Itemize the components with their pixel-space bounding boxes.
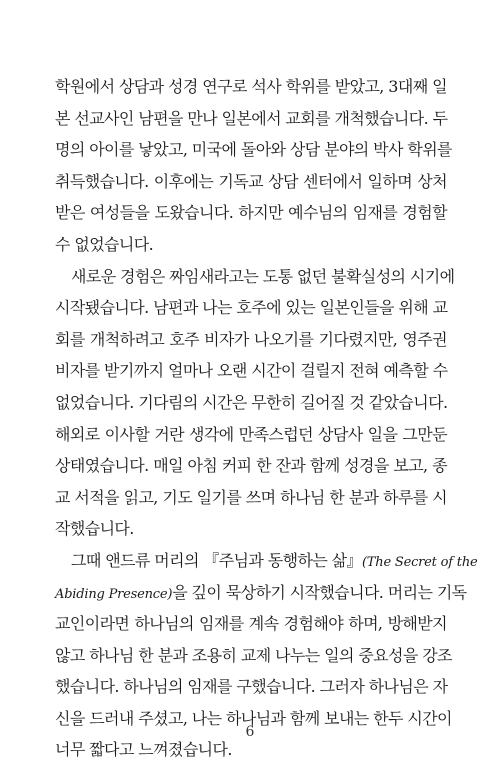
text-line: 수 없었습니다. [55, 234, 154, 254]
text-line: 않고 하나님 한 분과 조용히 교제 나누는 일의 중요성을 강조 [55, 645, 452, 665]
body-text [55, 71, 478, 766]
text-line [55, 545, 478, 577]
text-line: 명의 아이를 낳았고, 미국에 돌아와 상담 분야의 박사 학위를 [55, 140, 452, 160]
text-line: 작했습니다. [55, 519, 134, 539]
book-title-english: (The Secret of the [361, 554, 478, 570]
text-line: 취득했습니다. 이후에는 기독교 상담 센터에서 일하며 상처 [55, 171, 447, 191]
book-title-english: Abiding Presence) [55, 586, 173, 602]
text-line: 새로운 경험은 짜임새라고는 도통 없던 불확실성의 시기에 [71, 266, 455, 286]
text-line: 교인이라면 하나님의 임재를 계속 경험해야 하며, 방해받지 [55, 614, 447, 634]
text-segment: 을 깊이 묵상하기 시작했습니다. 머리는 기독 [172, 582, 467, 602]
text-line: 받은 여성들을 도왔습니다. 하지만 예수님의 임재를 경험할 [55, 203, 447, 223]
text-line: 본 선교사인 남편을 만나 일본에서 교회를 개척했습니다. 두 [55, 108, 448, 128]
text-line: 없었습니다. 기다림의 시간은 무한히 길어질 것 같았습니다. [55, 392, 448, 412]
text-line: 해외로 이사할 거란 생각에 만족스럽던 상담사 일을 그만둔 [55, 424, 447, 444]
text-line: 너무 짧다고 느껴졌습니다. [55, 740, 232, 760]
page-number: 6 [245, 724, 255, 740]
text-line [55, 577, 467, 609]
text-line: 회를 개척하려고 호주 비자가 나오기를 기다렸지만, 영주권 [55, 329, 447, 349]
text-segment: 그때 앤드류 머리의 『주님과 동행하는 삶』 [71, 550, 362, 570]
text-line: 비자를 받기까지 얼마나 오랜 시간이 걸릴지 전혀 예측할 수 [55, 361, 448, 381]
text-line: 상태였습니다. 매일 아침 커피 한 잔과 함께 성경을 보고, 종 [55, 456, 447, 476]
text-line: 신을 드러내 주셨고, 나는 하나님과 함께 보내는 한두 시간이 [55, 708, 452, 728]
text-line: 교 서적을 읽고, 기도 일기를 쓰며 하나님 한 분과 하루를 시 [55, 487, 447, 507]
text-line: 학원에서 상담과 성경 연구로 석사 학위를 받았고, 3대째 일 [55, 77, 447, 96]
text-line: 시작됐습니다. 남편과 나는 호주에 있는 일본인들을 위해 교 [55, 298, 448, 318]
text-line: 했습니다. 하나님의 임재를 구했습니다. 그러자 하나님은 자 [55, 677, 448, 697]
